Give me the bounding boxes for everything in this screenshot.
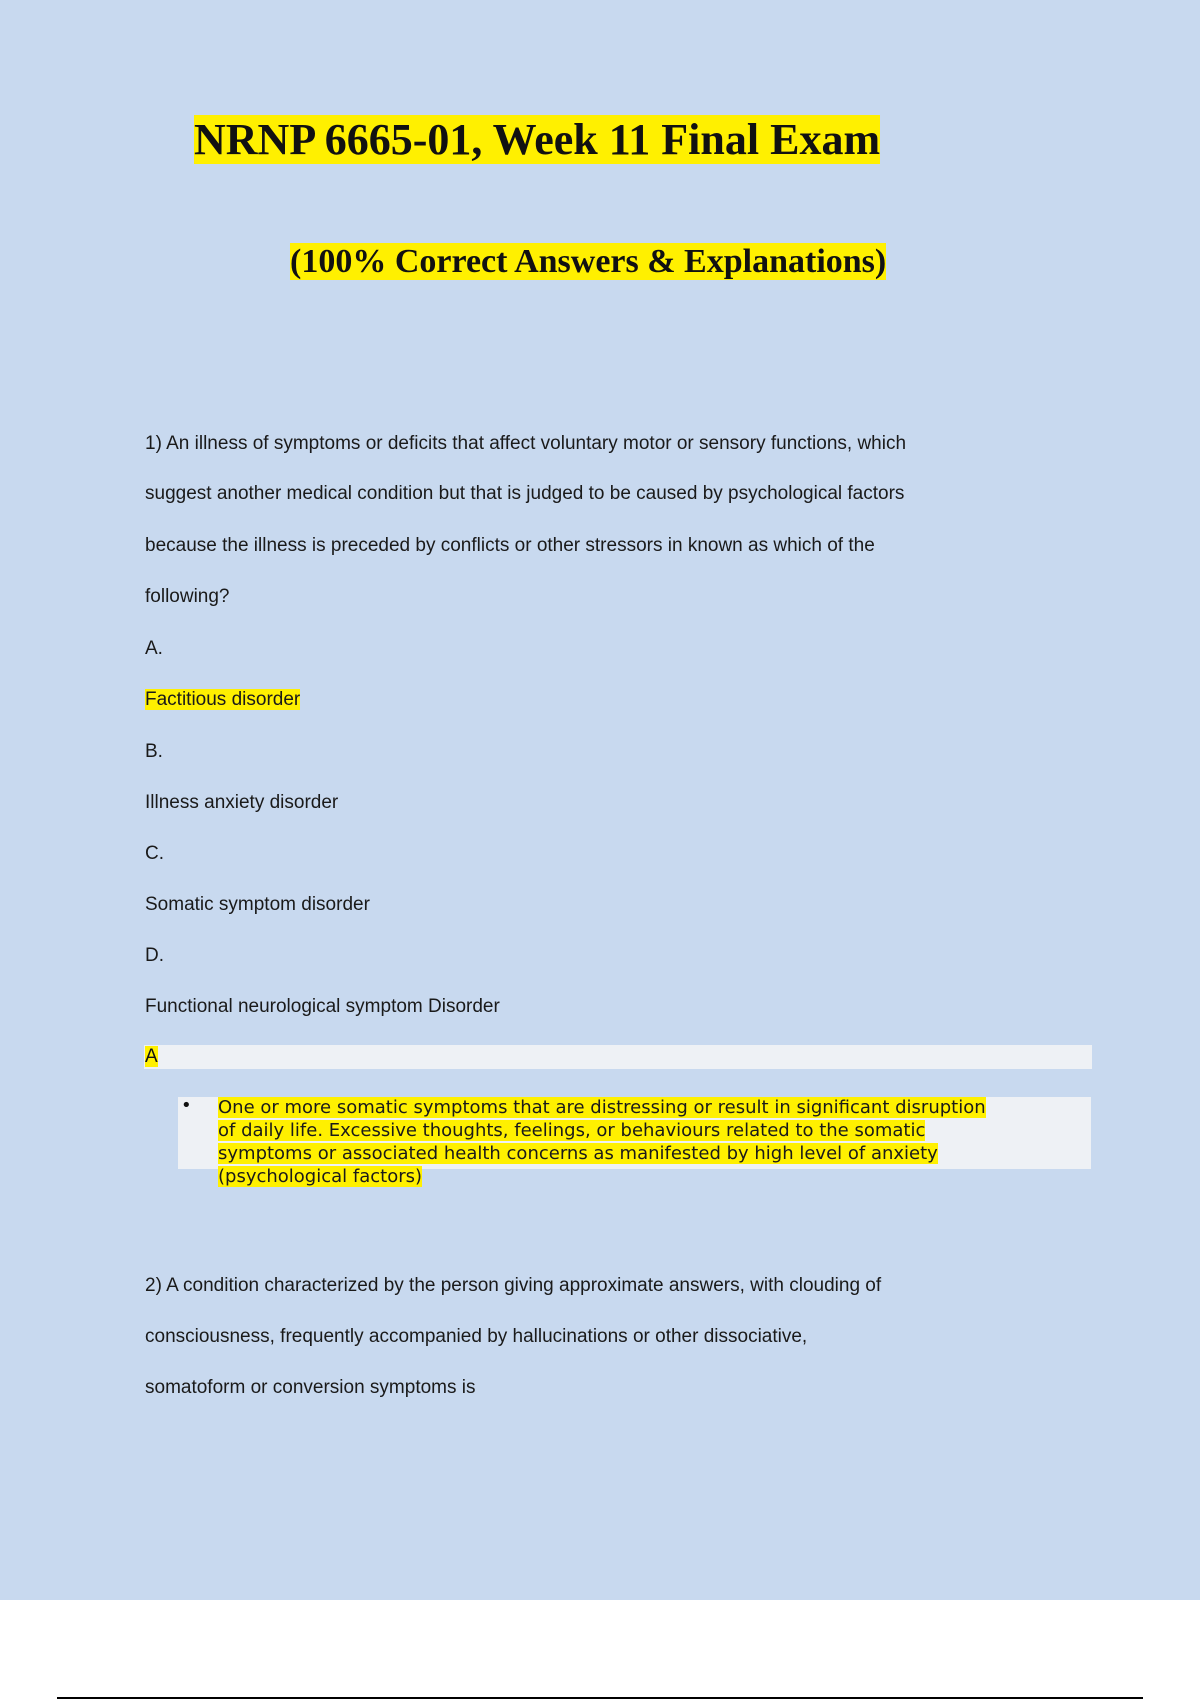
option-a-letter: A. [145,638,163,659]
explanation-line: of daily life. Excessive thoughts, feelings, or behaviours related to the somatic [218,1120,926,1141]
exam-subtitle: (100% Correct Answers & Explanations) [290,243,887,280]
correct-answer: A [145,1046,158,1067]
option-a-text [145,687,300,713]
question-1-line: 1) An illness of symptoms or deficits that affect voluntary motor or sensory functions, which [145,433,907,454]
answer-bar [144,1045,1092,1069]
option-b-letter: B. [145,741,163,762]
option-a-highlight: Factitious disorder [145,689,301,710]
explanation-line: symptoms or associated health concerns as manifested by high level of anxiety [218,1143,938,1164]
option-d-text: Functional neurological symptom Disorder [145,996,500,1017]
exam-title: NRNP 6665-01, Week 11 Final Exam [194,115,881,164]
question-1-line: because the illness is preceded by conflicts or other stressors in known as which of the [145,535,875,556]
bullet-icon: • [181,1095,192,1116]
option-c-text: Somatic symptom disorder [145,894,370,915]
question-1-line: suggest another medical condition but that is judged to be caused by psychological factors [145,483,905,504]
explanation-line: (psychological factors) [218,1166,423,1187]
explanation-line: One or more somatic symptoms that are distressing or result in significant disruption [218,1097,986,1118]
question-2-line: somatoform or conversion symptoms is [145,1377,476,1398]
option-b-text: Illness anxiety disorder [145,792,339,813]
footer-divider [57,1697,1143,1699]
option-d-letter: D. [145,945,164,966]
question-1-line: following? [145,586,230,607]
option-c-letter: C. [145,843,164,864]
question-2-line: 2) A condition characterized by the person giving approximate answers, with clouding of [145,1275,882,1296]
question-2-line: consciousness, frequently accompanied by hallucinations or other dissociative, [145,1326,808,1347]
